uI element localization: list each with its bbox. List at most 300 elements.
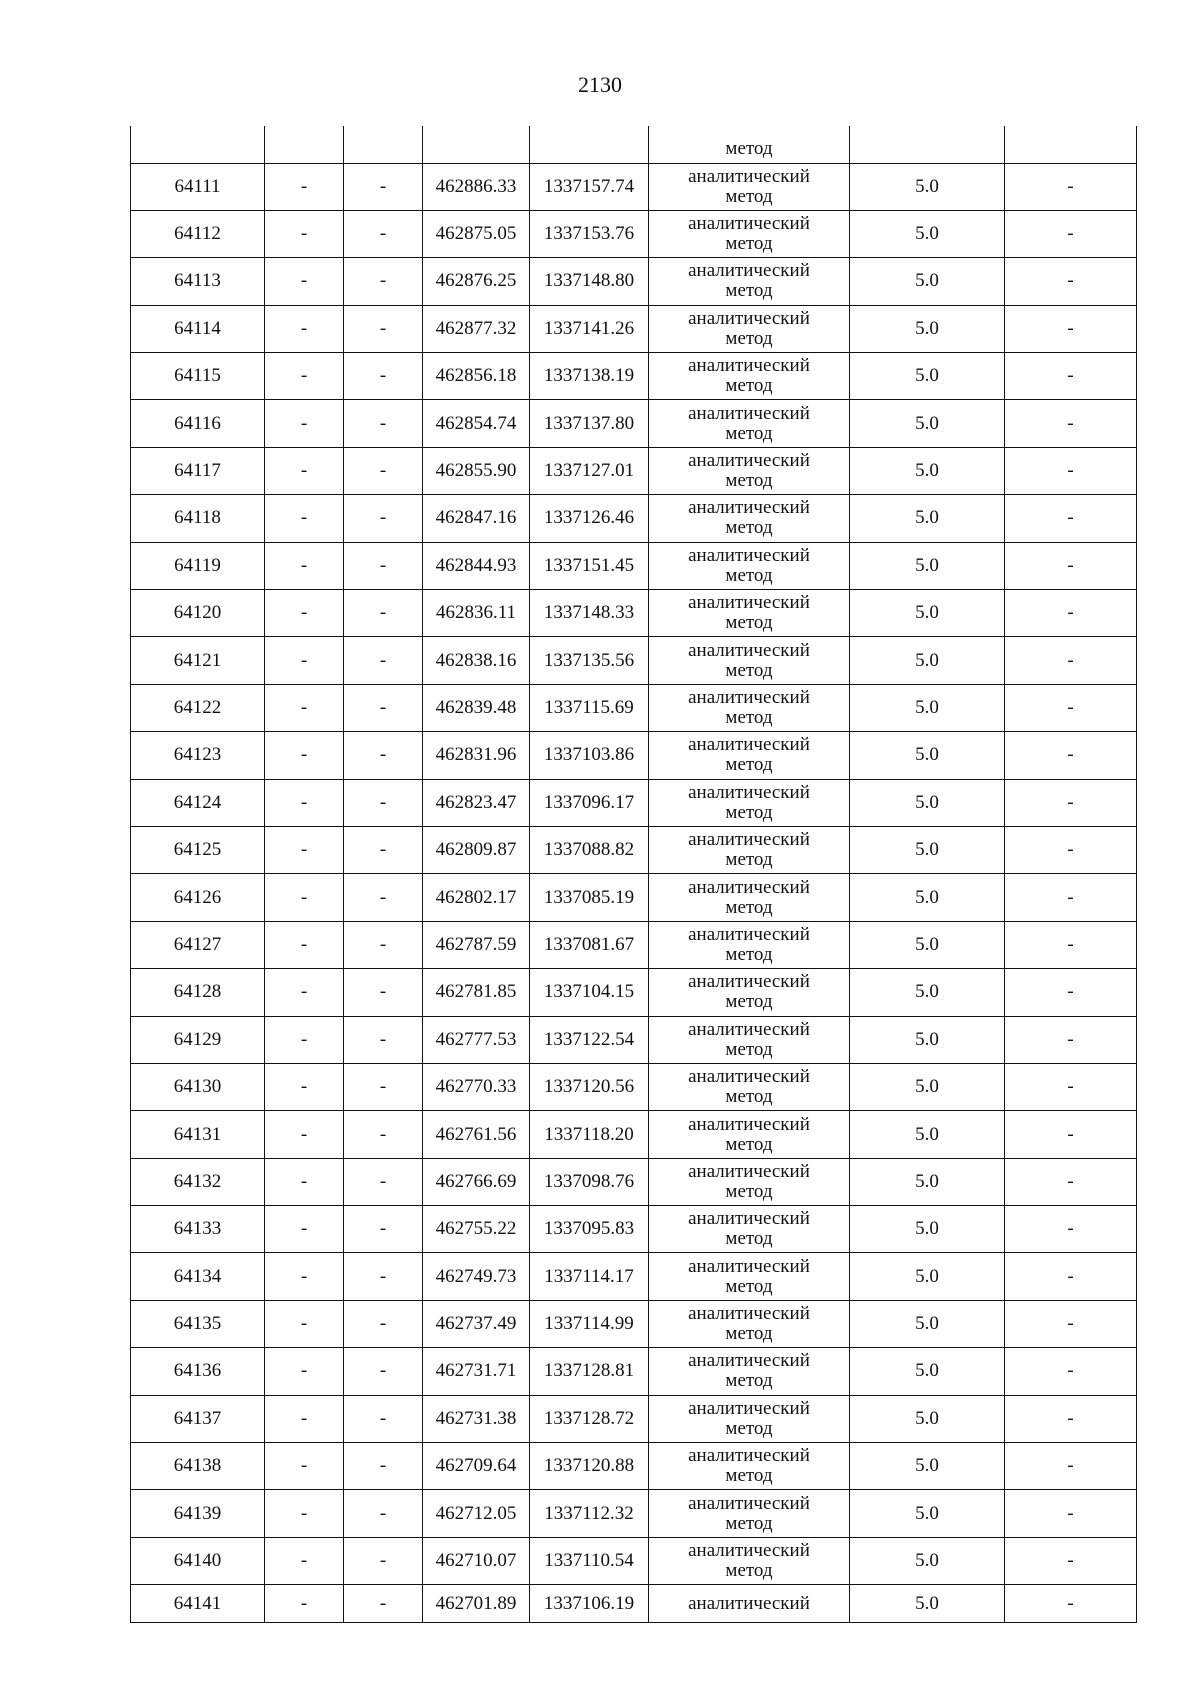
cell-col8: - <box>1005 163 1137 210</box>
table-row <box>131 1158 1137 1205</box>
cell-point-id: 64135 <box>131 1300 265 1347</box>
cell-method: метод <box>649 126 850 163</box>
cell-accuracy: 5.0 <box>850 874 1005 921</box>
cell-col8: - <box>1005 874 1137 921</box>
cell-x-coordinate: 462710.07 <box>423 1537 530 1584</box>
cell-accuracy: 5.0 <box>850 447 1005 494</box>
cell-col8: - <box>1005 779 1137 826</box>
cell-y-coordinate: 1337120.88 <box>530 1443 649 1490</box>
cell-col3: - <box>344 1490 423 1537</box>
method-line-1: аналитический <box>688 355 810 377</box>
table-row <box>131 1537 1137 1584</box>
cell-col2: - <box>265 590 344 637</box>
cell-col8: - <box>1005 542 1137 589</box>
cell-col2: - <box>265 542 344 589</box>
table-row <box>131 1016 1137 1063</box>
cell-x-coordinate: 462737.49 <box>423 1300 530 1347</box>
table-row <box>131 1253 1137 1300</box>
cell-method <box>649 1063 850 1110</box>
cell-col3: - <box>344 258 423 305</box>
cell-col8: - <box>1005 1206 1137 1253</box>
cell-col3: - <box>344 542 423 589</box>
cell-y-coordinate: 1337106.19 <box>530 1585 649 1623</box>
table-row <box>131 258 1137 305</box>
cell-col2: - <box>265 1016 344 1063</box>
cell-col2: - <box>265 969 344 1016</box>
cell-method <box>649 637 850 684</box>
cell-method <box>649 353 850 400</box>
method-line-2: метод <box>725 754 773 776</box>
cell-method <box>649 1443 850 1490</box>
cell-y-coordinate: 1337115.69 <box>530 684 649 731</box>
cell-col3: - <box>344 684 423 731</box>
method-line-2: метод <box>725 612 773 634</box>
method-line-1: аналитический <box>688 213 810 235</box>
cell-point-id: 64129 <box>131 1016 265 1063</box>
cell-method <box>649 305 850 352</box>
cell-point-id: 64123 <box>131 732 265 779</box>
method-line-2: метод <box>725 1133 773 1155</box>
cell-method <box>649 874 850 921</box>
cell-col2: - <box>265 1348 344 1395</box>
cell-x-coordinate: 462781.85 <box>423 969 530 1016</box>
cell-col8: - <box>1005 590 1137 637</box>
cell-col3: - <box>344 305 423 352</box>
cell-y-coordinate: 1337151.45 <box>530 542 649 589</box>
cell-accuracy: 5.0 <box>850 1253 1005 1300</box>
cell-col3: - <box>344 447 423 494</box>
cell-col3: - <box>344 210 423 257</box>
cell-method <box>649 969 850 1016</box>
cell-accuracy: 5.0 <box>850 305 1005 352</box>
cell-method <box>649 1395 850 1442</box>
table-body <box>131 126 1137 1623</box>
cell-col3: - <box>344 637 423 684</box>
cell-col2: - <box>265 1158 344 1205</box>
cell-empty <box>423 126 530 163</box>
cell-x-coordinate: 462823.47 <box>423 779 530 826</box>
cell-y-coordinate: 1337141.26 <box>530 305 649 352</box>
cell-x-coordinate: 462777.53 <box>423 1016 530 1063</box>
cell-col2: - <box>265 353 344 400</box>
table-row <box>131 1443 1137 1490</box>
cell-col8: - <box>1005 637 1137 684</box>
cell-col3: - <box>344 590 423 637</box>
cell-col3: - <box>344 163 423 210</box>
cell-x-coordinate: 462809.87 <box>423 826 530 873</box>
cell-x-coordinate: 462709.64 <box>423 1443 530 1490</box>
cell-col2: - <box>265 210 344 257</box>
method-line-2: метод <box>725 1086 773 1108</box>
table-row <box>131 1395 1137 1442</box>
cell-col8: - <box>1005 921 1137 968</box>
cell-col3: - <box>344 353 423 400</box>
cell-y-coordinate: 1337110.54 <box>530 1537 649 1584</box>
cell-col2: - <box>265 258 344 305</box>
cell-point-id: 64130 <box>131 1063 265 1110</box>
method-line-1: аналитический <box>688 1397 810 1419</box>
table-row <box>131 732 1137 779</box>
table-row <box>131 921 1137 968</box>
cell-accuracy: 5.0 <box>850 969 1005 1016</box>
method-line-1: аналитический <box>688 1113 810 1135</box>
cell-y-coordinate: 1337098.76 <box>530 1158 649 1205</box>
cell-x-coordinate: 462877.32 <box>423 305 530 352</box>
cell-y-coordinate: 1337103.86 <box>530 732 649 779</box>
cell-x-coordinate: 462770.33 <box>423 1063 530 1110</box>
cell-col2: - <box>265 779 344 826</box>
table-row <box>131 210 1137 257</box>
cell-accuracy: 5.0 <box>850 258 1005 305</box>
table-row <box>131 447 1137 494</box>
cell-accuracy: 5.0 <box>850 779 1005 826</box>
cell-method <box>649 1016 850 1063</box>
table-row <box>131 590 1137 637</box>
method-line-2: метод <box>725 849 773 871</box>
method-line-1: аналитический <box>688 971 810 993</box>
table-row <box>131 305 1137 352</box>
cell-accuracy: 5.0 <box>850 542 1005 589</box>
table-row <box>131 400 1137 447</box>
method-line-1: аналитический <box>688 165 810 187</box>
method-line-1: аналитический <box>688 1066 810 1088</box>
method-line-2: метод <box>725 801 773 823</box>
cell-x-coordinate: 462855.90 <box>423 447 530 494</box>
cell-y-coordinate: 1337153.76 <box>530 210 649 257</box>
cell-col8: - <box>1005 1585 1137 1623</box>
cell-y-coordinate: 1337096.17 <box>530 779 649 826</box>
method-line-1: аналитический <box>688 307 810 329</box>
cell-y-coordinate: 1337104.15 <box>530 969 649 1016</box>
cell-point-id: 64114 <box>131 305 265 352</box>
table-row <box>131 495 1137 542</box>
cell-point-id: 64132 <box>131 1158 265 1205</box>
method-line-1: аналитический <box>688 1492 810 1514</box>
method-line-2: метод <box>725 659 773 681</box>
cell-point-id: 64133 <box>131 1206 265 1253</box>
method-line-2: метод <box>725 1180 773 1202</box>
cell-col3: - <box>344 1585 423 1623</box>
cell-x-coordinate: 462886.33 <box>423 163 530 210</box>
cell-x-coordinate: 462749.73 <box>423 1253 530 1300</box>
cell-y-coordinate: 1337085.19 <box>530 874 649 921</box>
method-line-1: аналитический <box>688 544 810 566</box>
cell-col3: - <box>344 732 423 779</box>
continuation-row <box>131 126 1137 163</box>
cell-empty <box>530 126 649 163</box>
cell-x-coordinate: 462766.69 <box>423 1158 530 1205</box>
cell-col2: - <box>265 400 344 447</box>
cell-method <box>649 921 850 968</box>
cell-method <box>649 590 850 637</box>
method-line-1: аналитический <box>688 686 810 708</box>
method-line-2: метод <box>725 470 773 492</box>
cell-method <box>649 1348 850 1395</box>
cell-y-coordinate: 1337122.54 <box>530 1016 649 1063</box>
cell-x-coordinate: 462836.11 <box>423 590 530 637</box>
cell-y-coordinate: 1337148.80 <box>530 258 649 305</box>
method-line-1: аналитический <box>688 260 810 282</box>
cell-y-coordinate: 1337118.20 <box>530 1111 649 1158</box>
cell-col8: - <box>1005 826 1137 873</box>
cell-point-id: 64112 <box>131 210 265 257</box>
cell-col8: - <box>1005 1016 1137 1063</box>
cell-point-id: 64125 <box>131 826 265 873</box>
cell-y-coordinate: 1337112.32 <box>530 1490 649 1537</box>
method-line-2: метод <box>725 280 773 302</box>
cell-empty <box>344 126 423 163</box>
cell-method <box>649 495 850 542</box>
table-row <box>131 163 1137 210</box>
cell-col8: - <box>1005 353 1137 400</box>
method-line-2: метод <box>725 517 773 539</box>
cell-col2: - <box>265 1537 344 1584</box>
method-line-1: аналитический <box>688 402 810 424</box>
method-line-2: метод <box>725 564 773 586</box>
cell-col8: - <box>1005 1537 1137 1584</box>
cell-col3: - <box>344 1443 423 1490</box>
cell-x-coordinate: 462854.74 <box>423 400 530 447</box>
cell-y-coordinate: 1337148.33 <box>530 590 649 637</box>
table-row <box>131 1206 1137 1253</box>
cell-col2: - <box>265 163 344 210</box>
cell-point-id: 64141 <box>131 1585 265 1623</box>
table-row <box>131 353 1137 400</box>
cell-col8: - <box>1005 1395 1137 1442</box>
cell-method <box>649 447 850 494</box>
method-line-1: аналитический <box>688 923 810 945</box>
cell-accuracy: 5.0 <box>850 1063 1005 1110</box>
cell-col2: - <box>265 921 344 968</box>
cell-col2: - <box>265 1490 344 1537</box>
cell-method <box>649 1300 850 1347</box>
cell-point-id: 64117 <box>131 447 265 494</box>
cell-col2: - <box>265 732 344 779</box>
cell-col3: - <box>344 779 423 826</box>
method-line-1: аналитический <box>688 1540 810 1562</box>
table-row <box>131 1063 1137 1110</box>
cell-x-coordinate: 462761.56 <box>423 1111 530 1158</box>
cell-point-id: 64126 <box>131 874 265 921</box>
cell-col8: - <box>1005 969 1137 1016</box>
cell-accuracy: 5.0 <box>850 1348 1005 1395</box>
table-row <box>131 542 1137 589</box>
method-line-1: аналитический <box>688 639 810 661</box>
cell-method <box>649 542 850 589</box>
cell-col3: - <box>344 1348 423 1395</box>
table-row <box>131 874 1137 921</box>
method-line-1: аналитический <box>688 1160 810 1182</box>
cell-col3: - <box>344 1016 423 1063</box>
cell-method <box>649 1111 850 1158</box>
cell-x-coordinate: 462876.25 <box>423 258 530 305</box>
cell-point-id: 64113 <box>131 258 265 305</box>
cell-col3: - <box>344 921 423 968</box>
cell-col2: - <box>265 1063 344 1110</box>
cell-accuracy: 5.0 <box>850 163 1005 210</box>
cell-col2: - <box>265 1443 344 1490</box>
method-line-2: метод <box>725 943 773 965</box>
cell-method <box>649 1253 850 1300</box>
cell-y-coordinate: 1337095.83 <box>530 1206 649 1253</box>
method-line-1: аналитический <box>688 781 810 803</box>
cell-col8: - <box>1005 732 1137 779</box>
cell-accuracy: 5.0 <box>850 210 1005 257</box>
cell-point-id: 64124 <box>131 779 265 826</box>
method-line-2: метод <box>725 1038 773 1060</box>
cell-col8: - <box>1005 1348 1137 1395</box>
cell-method <box>649 732 850 779</box>
cell-accuracy: 5.0 <box>850 1490 1005 1537</box>
cell-x-coordinate: 462831.96 <box>423 732 530 779</box>
cell-y-coordinate: 1337114.99 <box>530 1300 649 1347</box>
table-row <box>131 826 1137 873</box>
cell-col3: - <box>344 826 423 873</box>
cell-y-coordinate: 1337081.67 <box>530 921 649 968</box>
cell-col3: - <box>344 874 423 921</box>
cell-x-coordinate: 462802.17 <box>423 874 530 921</box>
cell-accuracy: 5.0 <box>850 353 1005 400</box>
cell-col3: - <box>344 400 423 447</box>
cell-col8: - <box>1005 1490 1137 1537</box>
cell-accuracy: 5.0 <box>850 400 1005 447</box>
cell-x-coordinate: 462847.16 <box>423 495 530 542</box>
cell-method: аналитический <box>649 1585 850 1623</box>
cell-method <box>649 1537 850 1584</box>
method-line-2: метод <box>725 1275 773 1297</box>
method-line-1: аналитический <box>688 592 810 614</box>
table-row <box>131 1490 1137 1537</box>
cell-col8: - <box>1005 1253 1137 1300</box>
cell-point-id: 64111 <box>131 163 265 210</box>
cell-col2: - <box>265 1111 344 1158</box>
cell-y-coordinate: 1337128.72 <box>530 1395 649 1442</box>
cell-point-id: 64136 <box>131 1348 265 1395</box>
cell-accuracy: 5.0 <box>850 637 1005 684</box>
cell-x-coordinate: 462856.18 <box>423 353 530 400</box>
cell-accuracy: 5.0 <box>850 495 1005 542</box>
cell-col3: - <box>344 1111 423 1158</box>
cell-point-id: 64139 <box>131 1490 265 1537</box>
cell-method <box>649 826 850 873</box>
cell-accuracy: 5.0 <box>850 1016 1005 1063</box>
table-row <box>131 1111 1137 1158</box>
cell-accuracy: 5.0 <box>850 1111 1005 1158</box>
cell-col3: - <box>344 1206 423 1253</box>
cell-point-id: 64115 <box>131 353 265 400</box>
cell-col2: - <box>265 447 344 494</box>
cell-col8: - <box>1005 1158 1137 1205</box>
cell-method <box>649 163 850 210</box>
method-line-2: метод <box>725 896 773 918</box>
cell-col2: - <box>265 637 344 684</box>
cell-method <box>649 400 850 447</box>
cell-empty <box>850 126 1005 163</box>
cell-col8: - <box>1005 305 1137 352</box>
cell-point-id: 64118 <box>131 495 265 542</box>
method-line-1: аналитический <box>688 734 810 756</box>
cell-accuracy: 5.0 <box>850 1206 1005 1253</box>
cell-x-coordinate: 462755.22 <box>423 1206 530 1253</box>
cell-empty <box>131 126 265 163</box>
method-line-1: аналитический <box>688 1350 810 1372</box>
cell-method <box>649 1158 850 1205</box>
method-line-1: аналитический <box>688 1018 810 1040</box>
cell-y-coordinate: 1337114.17 <box>530 1253 649 1300</box>
cell-point-id: 64140 <box>131 1537 265 1584</box>
cell-x-coordinate: 462838.16 <box>423 637 530 684</box>
table-row <box>131 1585 1137 1623</box>
cell-accuracy: 5.0 <box>850 732 1005 779</box>
cell-accuracy: 5.0 <box>850 1537 1005 1584</box>
cell-point-id: 64137 <box>131 1395 265 1442</box>
cell-col2: - <box>265 495 344 542</box>
table-row <box>131 779 1137 826</box>
method-line-2: метод <box>725 1370 773 1392</box>
cell-y-coordinate: 1337088.82 <box>530 826 649 873</box>
cell-col8: - <box>1005 1300 1137 1347</box>
method-line-2: метод <box>725 327 773 349</box>
cell-y-coordinate: 1337135.56 <box>530 637 649 684</box>
cell-y-coordinate: 1337138.19 <box>530 353 649 400</box>
method-line-2: метод <box>725 706 773 728</box>
cell-accuracy: 5.0 <box>850 1585 1005 1623</box>
cell-x-coordinate: 462712.05 <box>423 1490 530 1537</box>
cell-y-coordinate: 1337127.01 <box>530 447 649 494</box>
method-line-2: метод <box>725 375 773 397</box>
cell-point-id: 64128 <box>131 969 265 1016</box>
cell-col8: - <box>1005 1063 1137 1110</box>
cell-point-id: 64138 <box>131 1443 265 1490</box>
cell-point-id: 64119 <box>131 542 265 589</box>
cell-point-id: 64121 <box>131 637 265 684</box>
method-line-1: аналитический <box>688 1208 810 1230</box>
cell-x-coordinate: 462787.59 <box>423 921 530 968</box>
cell-col3: - <box>344 1253 423 1300</box>
method-line-2: метод <box>725 1560 773 1582</box>
cell-col3: - <box>344 1537 423 1584</box>
table-row <box>131 969 1137 1016</box>
cell-empty <box>265 126 344 163</box>
method-line-2: метод <box>725 1323 773 1345</box>
cell-point-id: 64116 <box>131 400 265 447</box>
cell-col8: - <box>1005 258 1137 305</box>
page-number: 2130 <box>578 72 622 97</box>
method-line-2: метод <box>725 1465 773 1487</box>
cell-method <box>649 684 850 731</box>
coordinates-table <box>130 126 1137 1623</box>
cell-col2: - <box>265 1585 344 1623</box>
cell-accuracy: 5.0 <box>850 1443 1005 1490</box>
method-line-2: метод <box>725 1228 773 1250</box>
cell-col3: - <box>344 495 423 542</box>
cell-col2: - <box>265 1253 344 1300</box>
cell-col8: - <box>1005 210 1137 257</box>
method-line-1: аналитический <box>688 876 810 898</box>
cell-col8: - <box>1005 495 1137 542</box>
cell-col3: - <box>344 1395 423 1442</box>
cell-y-coordinate: 1337157.74 <box>530 163 649 210</box>
cell-col8: - <box>1005 1443 1137 1490</box>
cell-x-coordinate: 462839.48 <box>423 684 530 731</box>
cell-accuracy: 5.0 <box>850 1300 1005 1347</box>
cell-accuracy: 5.0 <box>850 684 1005 731</box>
cell-accuracy: 5.0 <box>850 826 1005 873</box>
cell-x-coordinate: 462875.05 <box>423 210 530 257</box>
table-row <box>131 637 1137 684</box>
cell-method <box>649 258 850 305</box>
method-line-2: метод <box>725 1417 773 1439</box>
